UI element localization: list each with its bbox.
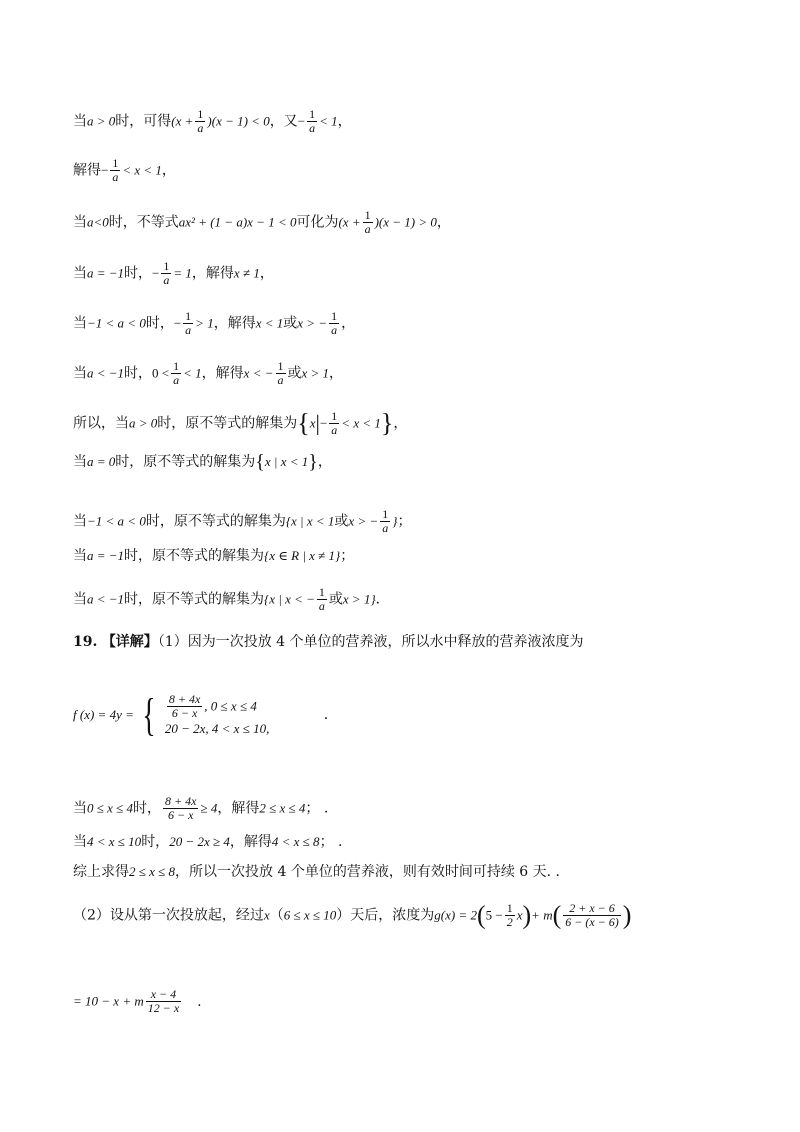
math: − — [152, 265, 160, 281]
numerator: 1 — [331, 409, 338, 423]
text: 解得 — [73, 162, 101, 179]
math: ≥ 4 — [200, 800, 218, 816]
text: ，又 — [269, 113, 298, 130]
text: ； — [397, 513, 412, 530]
line-7 — [73, 410, 407, 437]
numerator: 1 — [163, 259, 170, 273]
text: 当 — [73, 365, 87, 382]
line-1 — [73, 108, 352, 135]
text: 当 — [73, 265, 87, 282]
question-number: 19. — [73, 634, 98, 650]
math: a < −1 — [87, 365, 125, 381]
math: −1 < a < 0 — [87, 315, 146, 331]
right-brace: } — [308, 451, 318, 473]
text: 时，原不等式的解集为 — [124, 591, 265, 608]
math: 4 < x ≤ 8 — [271, 834, 320, 849]
text: 当 — [73, 591, 87, 608]
math: 4 < x ≤ 10 — [87, 834, 142, 849]
math: 0 < — [152, 365, 170, 381]
text: 或 — [328, 591, 343, 608]
dot: . — [197, 993, 202, 1010]
numerator: 1 — [112, 156, 119, 170]
text: 或 — [283, 315, 298, 332]
math: )(x − 1) > 0 — [374, 214, 437, 230]
case-1 — [165, 693, 269, 720]
fraction — [276, 360, 286, 387]
text: ，所以一次投放 4 个单位的营养液，则有效时间可持续 6 天. . — [175, 864, 561, 880]
math: = 1 — [173, 265, 192, 281]
math: a < −1 — [87, 591, 125, 607]
text: ）天后，浓度为 — [336, 907, 435, 924]
text: ． — [375, 591, 390, 608]
fraction — [171, 360, 181, 387]
text: ，解得 — [201, 365, 244, 382]
denominator: a — [197, 121, 204, 135]
text: 当 — [73, 454, 87, 470]
text: ； . — [305, 800, 329, 817]
text: 时， — [133, 800, 162, 817]
text: ， — [341, 315, 356, 332]
math: 20 − 2x ≥ 4 — [169, 834, 230, 849]
text: ， — [317, 454, 332, 470]
text: 当 — [73, 548, 87, 564]
text: ， — [329, 365, 344, 382]
text: ，解得 — [217, 800, 260, 817]
numerator: 1 — [318, 585, 325, 599]
line-3 — [73, 209, 451, 236]
text: ， — [393, 415, 408, 432]
text: 时，原不等式的解集为 — [115, 454, 256, 470]
text: ， — [259, 265, 274, 282]
math: g(x) = 2 — [434, 907, 477, 923]
denominator: a — [277, 373, 284, 387]
left-paren: ( — [552, 900, 562, 930]
math: + m — [531, 907, 553, 923]
math: 2 ≤ x ≤ 4 — [259, 800, 306, 816]
text: ； — [340, 548, 355, 564]
numerator: 1 — [382, 507, 389, 521]
denominator: a — [331, 423, 338, 437]
fraction — [161, 260, 171, 287]
text: 所以，当 — [73, 415, 129, 432]
math: x ≠ 1 — [233, 265, 260, 281]
denominator: a — [112, 170, 119, 184]
case-2 — [165, 720, 269, 738]
right-paren: ) — [522, 900, 532, 930]
detail-tag: 【详解】 — [101, 634, 158, 650]
text: 时，可得 — [115, 113, 172, 130]
math: {x | x < 1 — [285, 513, 335, 529]
math: = 10 − x + m — [73, 993, 144, 1009]
line-2 — [73, 157, 176, 184]
math: x > 1 — [301, 365, 330, 381]
denominator: a — [382, 521, 389, 535]
line-16 — [73, 902, 631, 929]
text: 时， — [145, 315, 174, 332]
denominator: 2 — [506, 915, 513, 929]
text: 或 — [287, 365, 302, 382]
math: x > − — [297, 315, 328, 331]
math: x < − — [243, 365, 274, 381]
math: −1 < a < 0 — [87, 513, 146, 529]
fraction — [307, 108, 317, 135]
text: ，解得 — [229, 834, 272, 850]
math: a = 0 — [87, 454, 116, 469]
numerator: 1 — [331, 309, 338, 323]
math: (x + — [338, 214, 361, 230]
comma: , — [266, 720, 270, 736]
math: )(x − 1) < 0 — [207, 113, 270, 129]
line-11 — [73, 586, 390, 613]
fraction — [563, 902, 621, 929]
left-brace: { — [255, 451, 265, 473]
numerator: 1 — [309, 107, 316, 121]
denominator: 6 − (x − 6) — [565, 915, 619, 929]
text: 时， — [124, 265, 153, 282]
numerator: 1 — [364, 208, 371, 222]
fraction — [317, 586, 327, 613]
fraction — [146, 988, 181, 1015]
numerator: 1 — [185, 309, 192, 323]
math: x > 1} — [342, 591, 376, 607]
denominator: 6 − x — [163, 808, 198, 822]
denominator: a — [309, 121, 316, 135]
piecewise-function — [73, 689, 329, 740]
text: 当 — [73, 513, 87, 530]
math-inequality: ax² + (1 − a)x − 1 < 0 — [178, 214, 297, 230]
math: < 1 — [319, 113, 338, 129]
text: 时，原不等式的解集为 — [157, 415, 298, 432]
line-8 — [73, 452, 332, 472]
text: ， — [161, 162, 176, 179]
fraction — [329, 310, 339, 337]
numerator: 1 — [173, 359, 180, 373]
denominator: 12 − x — [147, 1001, 180, 1015]
fraction — [163, 795, 198, 822]
math: (x + — [171, 113, 194, 129]
math: x > − — [348, 513, 379, 529]
line-5 — [73, 310, 355, 337]
denominator: a — [173, 373, 180, 387]
math: < x < 1 — [341, 415, 381, 431]
condition: , 0 ≤ x ≤ 4 — [204, 698, 257, 713]
text: ，解得 — [191, 265, 234, 282]
math: a = −1 — [87, 265, 125, 281]
math: } — [392, 513, 398, 529]
text: （2）设从第一次投放起，经过 — [73, 907, 264, 924]
fraction — [167, 693, 202, 720]
text: 当 — [73, 834, 87, 850]
math: x — [263, 907, 270, 923]
text: 或 — [334, 513, 349, 530]
math-condition: a > 0 — [87, 113, 116, 129]
math: a > 0 — [129, 415, 158, 431]
line-14 — [73, 832, 342, 852]
math: < 1 — [183, 365, 202, 381]
cases — [165, 693, 269, 738]
math: x | x < 1 — [264, 454, 309, 469]
text: ， — [337, 113, 352, 130]
math: 5 − — [485, 907, 503, 923]
text: （1）因为一次投放 4 个单位的营养液，所以水中释放的营养液浓度为 — [157, 634, 584, 650]
text: 时， — [141, 834, 170, 850]
fraction — [505, 902, 515, 929]
text: 时，原不等式的解集为 — [145, 513, 286, 530]
text: 时， — [124, 365, 153, 382]
fraction — [329, 410, 339, 437]
text: 综上求得 — [73, 864, 129, 880]
left-brace: { — [297, 408, 310, 438]
line-13 — [73, 795, 328, 822]
math: {x ∈ R | x ≠ 1} — [264, 548, 341, 563]
math: > 1 — [195, 315, 214, 331]
text: 当 — [73, 315, 87, 332]
text: 可化为 — [296, 214, 339, 231]
q19-heading — [73, 632, 584, 652]
line-15 — [73, 862, 560, 882]
math: 2 ≤ x ≤ 8 — [129, 864, 176, 879]
math: − — [173, 315, 182, 331]
numerator: 8 + 4x — [165, 794, 197, 808]
line-4 — [73, 260, 274, 287]
denominator: a — [185, 323, 192, 337]
right-paren: ) — [622, 900, 632, 930]
denominator: a — [163, 273, 170, 287]
text: 时，不等式 — [108, 214, 179, 231]
text: ， — [436, 214, 451, 231]
math: x — [309, 415, 316, 431]
case-expression: 20 − 2x, 4 < x ≤ 10 — [164, 720, 267, 736]
fraction — [195, 108, 205, 135]
text: ； . — [319, 834, 343, 850]
denominator: a — [364, 222, 371, 236]
left-brace: { — [142, 689, 156, 740]
text: 当 — [73, 214, 87, 231]
line-17 — [73, 988, 202, 1015]
text: ，解得 — [213, 315, 256, 332]
text: 当 — [73, 800, 87, 817]
math: − — [101, 162, 109, 178]
numerator: x − 4 — [150, 987, 177, 1001]
denominator: a — [331, 323, 338, 337]
math: a = −1 — [87, 548, 125, 563]
right-brace: } — [380, 408, 394, 438]
math: < x < 1 — [122, 162, 162, 178]
math: a<0 — [87, 214, 109, 230]
math: x < 1 — [255, 315, 284, 331]
math: x — [516, 907, 523, 923]
math: {x | x < − — [264, 591, 315, 607]
numerator: 8 + 4x — [168, 691, 201, 706]
text: 当 — [73, 113, 87, 130]
denominator: 6 − x — [167, 706, 202, 720]
left-paren: ( — [476, 900, 486, 930]
fraction — [380, 508, 390, 535]
fraction — [363, 209, 373, 236]
denominator: a — [318, 599, 325, 613]
line-10 — [73, 546, 354, 566]
fraction — [183, 310, 193, 337]
numerator: 2 + x − 6 — [569, 901, 615, 915]
bar: | — [315, 410, 320, 436]
text: 时，原不等式的解集为 — [124, 548, 265, 564]
math: − — [297, 113, 306, 129]
math: 6 ≤ x ≤ 10 — [283, 907, 337, 923]
math: − — [319, 415, 328, 431]
function-label: f (x) = 4y = — [73, 707, 134, 722]
dot: . — [323, 707, 329, 723]
math: 0 ≤ x ≤ 4 — [87, 800, 134, 816]
line-9 — [73, 508, 411, 535]
numerator: 1 — [506, 901, 513, 915]
numerator: 1 — [277, 359, 284, 373]
numerator: 1 — [197, 107, 204, 121]
text: （ — [269, 907, 284, 924]
line-6 — [73, 360, 343, 387]
fraction — [110, 157, 120, 184]
